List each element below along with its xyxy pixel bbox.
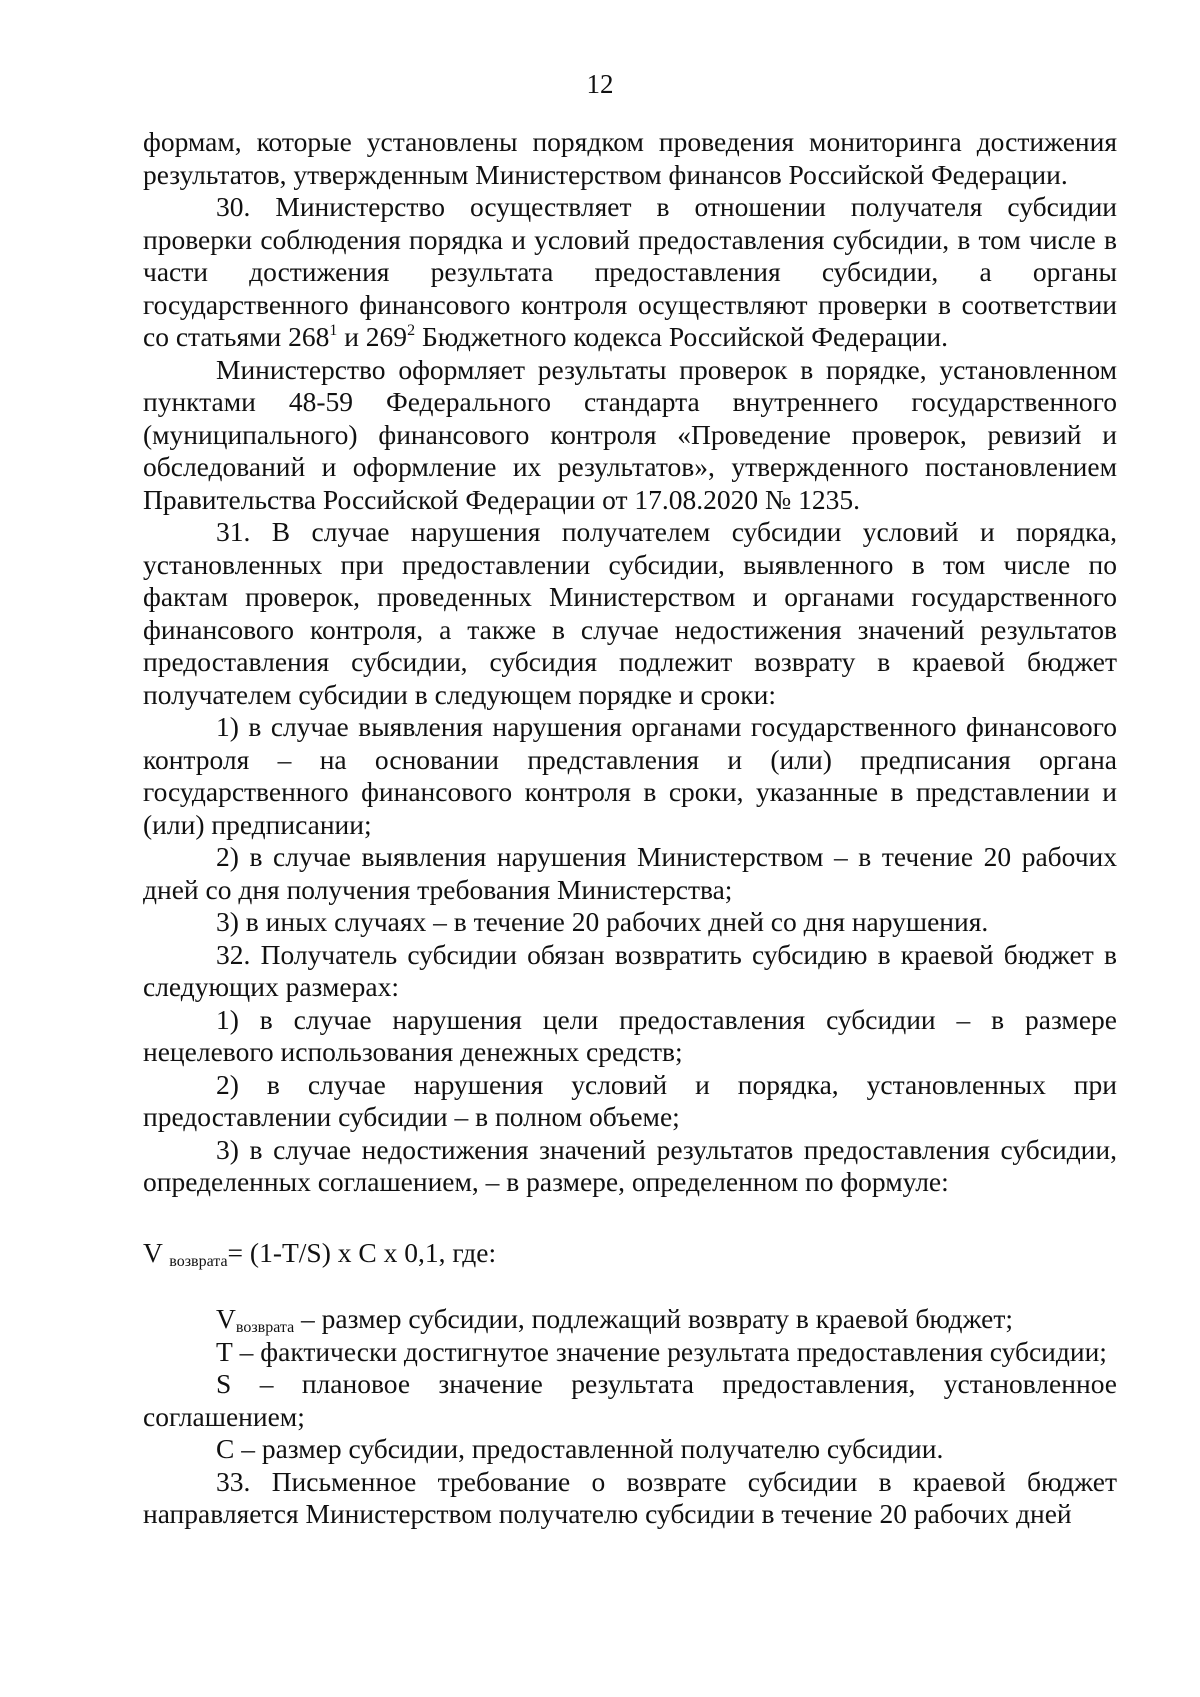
paragraph-30-text-start: 30. Министерство осуществляет в отношении получателя субсидии проверки соблюдения порядка и условий предоставления субсидии, в том числе в части достижения результата предоставления субсидии, а органы государственного финансового контроля осуществляют проверки в соответствии со статьями 268 xyxy=(143,191,1117,352)
paragraph-32-item-2: 2) в случае нарушения условий и порядка, установленных при предоставлении субсидии – в полном объеме; xyxy=(143,1068,1117,1132)
superscript-1: 1 xyxy=(329,322,338,339)
paragraph-32-item-3: 3) в случае недостижения значений результатов предоставления субсидии, определенных соглашением, – в размере, определенном по формуле: xyxy=(143,1133,1117,1197)
formula xyxy=(143,1237,1117,1270)
paragraph-30 xyxy=(143,191,1117,354)
page-number: 12 xyxy=(586,69,614,99)
paragraph-continuation: формам, которые установлены порядком проведения мониторинга достижения результатов, утвержденным Министерством финансов Российской Федерации. xyxy=(143,126,1117,190)
formula-v: V xyxy=(143,1236,163,1268)
paragraph-30-inspection-results: Министерство оформляет результаты проверок в порядке, установленном пунктами 48-59 Федерального стандарта внутреннего государственного (муниципального) финансового контроля «Проведение проверок, ревизий и обследований и оформление их результатов», утвержденного постановлением Правительства Российской Федерации от 17.08.2020 № 1235. xyxy=(143,353,1117,515)
definition-t: Т – фактически достигнутое значение результата предоставления субсидии; xyxy=(216,1335,1107,1367)
paragraph-31-item-1: 1) в случае выявления нарушения органами государственного финансового контроля – на основании представления и (или) предписания органа государственного финансового контроля в сроки, указанные в представлении и (или) предписании; xyxy=(143,711,1117,840)
formula-subscript: возврата xyxy=(169,1252,228,1270)
paragraph-31-item-3: 3) в иных случаях – в течение 20 рабочих дней со дня нарушения. xyxy=(216,906,989,937)
definition-v-symbol: V xyxy=(216,1303,236,1334)
paragraph-32-item-1: 1) в случае нарушения цели предоставления субсидии – в размере нецелевого использования денежных средств; xyxy=(143,1003,1117,1067)
definition-v-subscript: возврата xyxy=(235,1319,295,1336)
definition-c: С – размер субсидии, предоставленной получателю субсидии. xyxy=(216,1433,944,1464)
paragraph-31-item-2: 2) в случае выявления нарушения Министерством – в течение 20 рабочих дней со дня получения требования Министерства; xyxy=(143,841,1117,905)
paragraph-30-text-end: Бюджетного кодекса Российской Федерации. xyxy=(415,321,948,352)
definition-s: S – плановое значение результата предоставления, установленное соглашением; xyxy=(143,1368,1117,1432)
definition-v xyxy=(143,1303,1117,1336)
paragraph-32: 32. Получатель субсидии обязан возвратить субсидию в краевой бюджет в следующих размерах: xyxy=(143,938,1117,1002)
paragraph-33: 33. Письменное требование о возврате субсидии в краевой бюджет направляется Министерством получателю субсидии в течение 20 рабочих дней xyxy=(143,1465,1117,1529)
definition-v-text: – размер субсидии, подлежащий возврату в краевой бюджет; xyxy=(294,1303,1014,1334)
paragraph-30-text-mid: и 269 xyxy=(337,321,408,352)
document-body xyxy=(143,126,1117,1531)
formula-expression: = (1-T/S) x C x 0,1, где: xyxy=(227,1236,497,1268)
paragraph-31: 31. В случае нарушения получателем субсидии условий и порядка, установленных при предоставлении субсидии, выявленного в том числе по фактам проверок, проведенных Министерством и органами государственного финансового контроля, а также в случае недостижения значений результатов предоставления субсидии, субсидия подлежит возврату в краевой бюджет получателем субсидии в следующем порядке и сроки: xyxy=(143,516,1117,710)
superscript-2: 2 xyxy=(407,322,416,339)
